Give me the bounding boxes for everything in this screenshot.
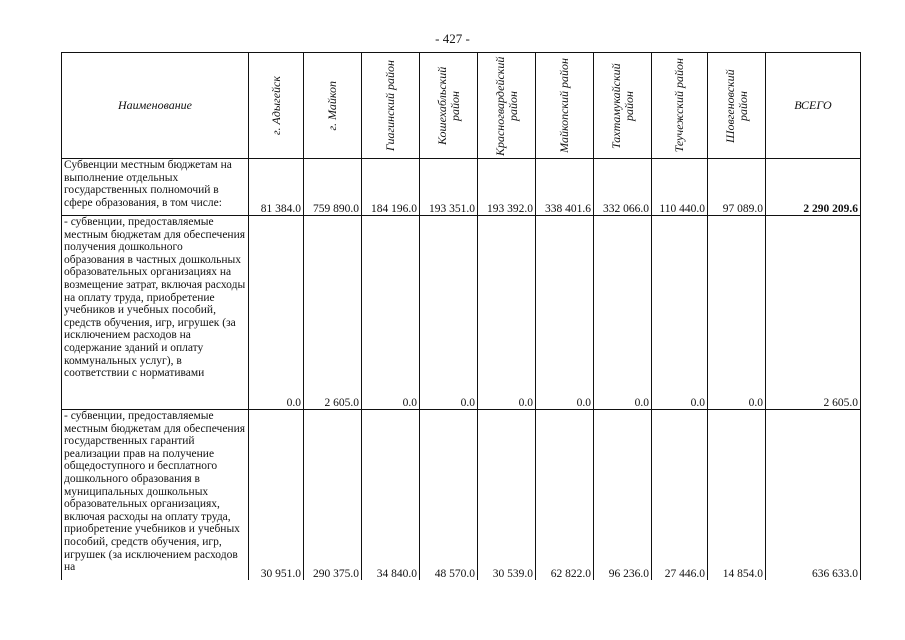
value-cell: 97 089.0: [708, 159, 766, 216]
value-cell: 0.0: [249, 216, 304, 410]
value-cell: 338 401.6: [536, 159, 594, 216]
budget-table: [61, 52, 861, 580]
table-row: [62, 216, 861, 410]
district-header: г. Адыгейск: [249, 53, 304, 159]
total-cell: 636 633.0: [766, 410, 861, 580]
total-cell: 2 605.0: [766, 216, 861, 410]
row-name: - субвенции, предоставляемые местным бюджетам для обеспечения получения дошкольного образования в частных дошкольных образовательных организациях на возмещение затрат, включая расходы на оплату труда, приобретение учебников и учебных пособий, средств обучения, игр, игрушек (за исключением расходов на содержание зданий и оплату коммунальных услуг), в соответствии с нормативами: [62, 216, 249, 410]
row-name: Субвенции местным бюджетам на выполнение отдельных государственных полномочий в сфере образования, в том числе:: [62, 159, 249, 216]
header-row: [62, 53, 861, 159]
value-cell: 34 840.0: [362, 410, 420, 580]
district-header: Гиагинский район: [362, 53, 420, 159]
value-cell: 0.0: [362, 216, 420, 410]
district-header: Теучежский район: [652, 53, 708, 159]
name-column-header: Наименование: [62, 53, 249, 159]
value-cell: 332 066.0: [594, 159, 652, 216]
table-row: [62, 159, 861, 216]
value-cell: 14 854.0: [708, 410, 766, 580]
total-column-header: ВСЕГО: [766, 53, 861, 159]
value-cell: 0.0: [708, 216, 766, 410]
value-cell: 290 375.0: [304, 410, 362, 580]
value-cell: 30 539.0: [478, 410, 536, 580]
value-cell: 27 446.0: [652, 410, 708, 580]
district-header: Майкопский район: [536, 53, 594, 159]
district-header: Красногвардейский район: [478, 53, 536, 159]
value-cell: 48 570.0: [420, 410, 478, 580]
district-header: Шовгеновский район: [708, 53, 766, 159]
district-header: Кошехабльский район: [420, 53, 478, 159]
value-cell: 81 384.0: [249, 159, 304, 216]
value-cell: 184 196.0: [362, 159, 420, 216]
value-cell: 0.0: [594, 216, 652, 410]
value-cell: 759 890.0: [304, 159, 362, 216]
row-name: - субвенции, предоставляемые местным бюджетам для обеспечения государственных гарантий реализации прав на получение общедоступного и бесплатного дошкольного образования в муниципальных дошкольных образовательных организациях, включая расходы на оплату труда, приобретение учебников и учебных пособий, средств обучения, игр, игрушек (за исключением расходов на: [62, 410, 249, 580]
value-cell: 110 440.0: [652, 159, 708, 216]
total-cell: 2 290 209.6: [766, 159, 861, 216]
value-cell: 96 236.0: [594, 410, 652, 580]
page-number: - 427 -: [435, 31, 470, 46]
value-cell: 0.0: [420, 216, 478, 410]
district-header: г. Майкоп: [304, 53, 362, 159]
district-header: Тахтамукайский район: [594, 53, 652, 159]
value-cell: 0.0: [536, 216, 594, 410]
value-cell: 2 605.0: [304, 216, 362, 410]
value-cell: 0.0: [478, 216, 536, 410]
value-cell: 62 822.0: [536, 410, 594, 580]
value-cell: 193 392.0: [478, 159, 536, 216]
value-cell: 30 951.0: [249, 410, 304, 580]
value-cell: 193 351.0: [420, 159, 478, 216]
value-cell: 0.0: [652, 216, 708, 410]
table-row: [62, 410, 861, 580]
